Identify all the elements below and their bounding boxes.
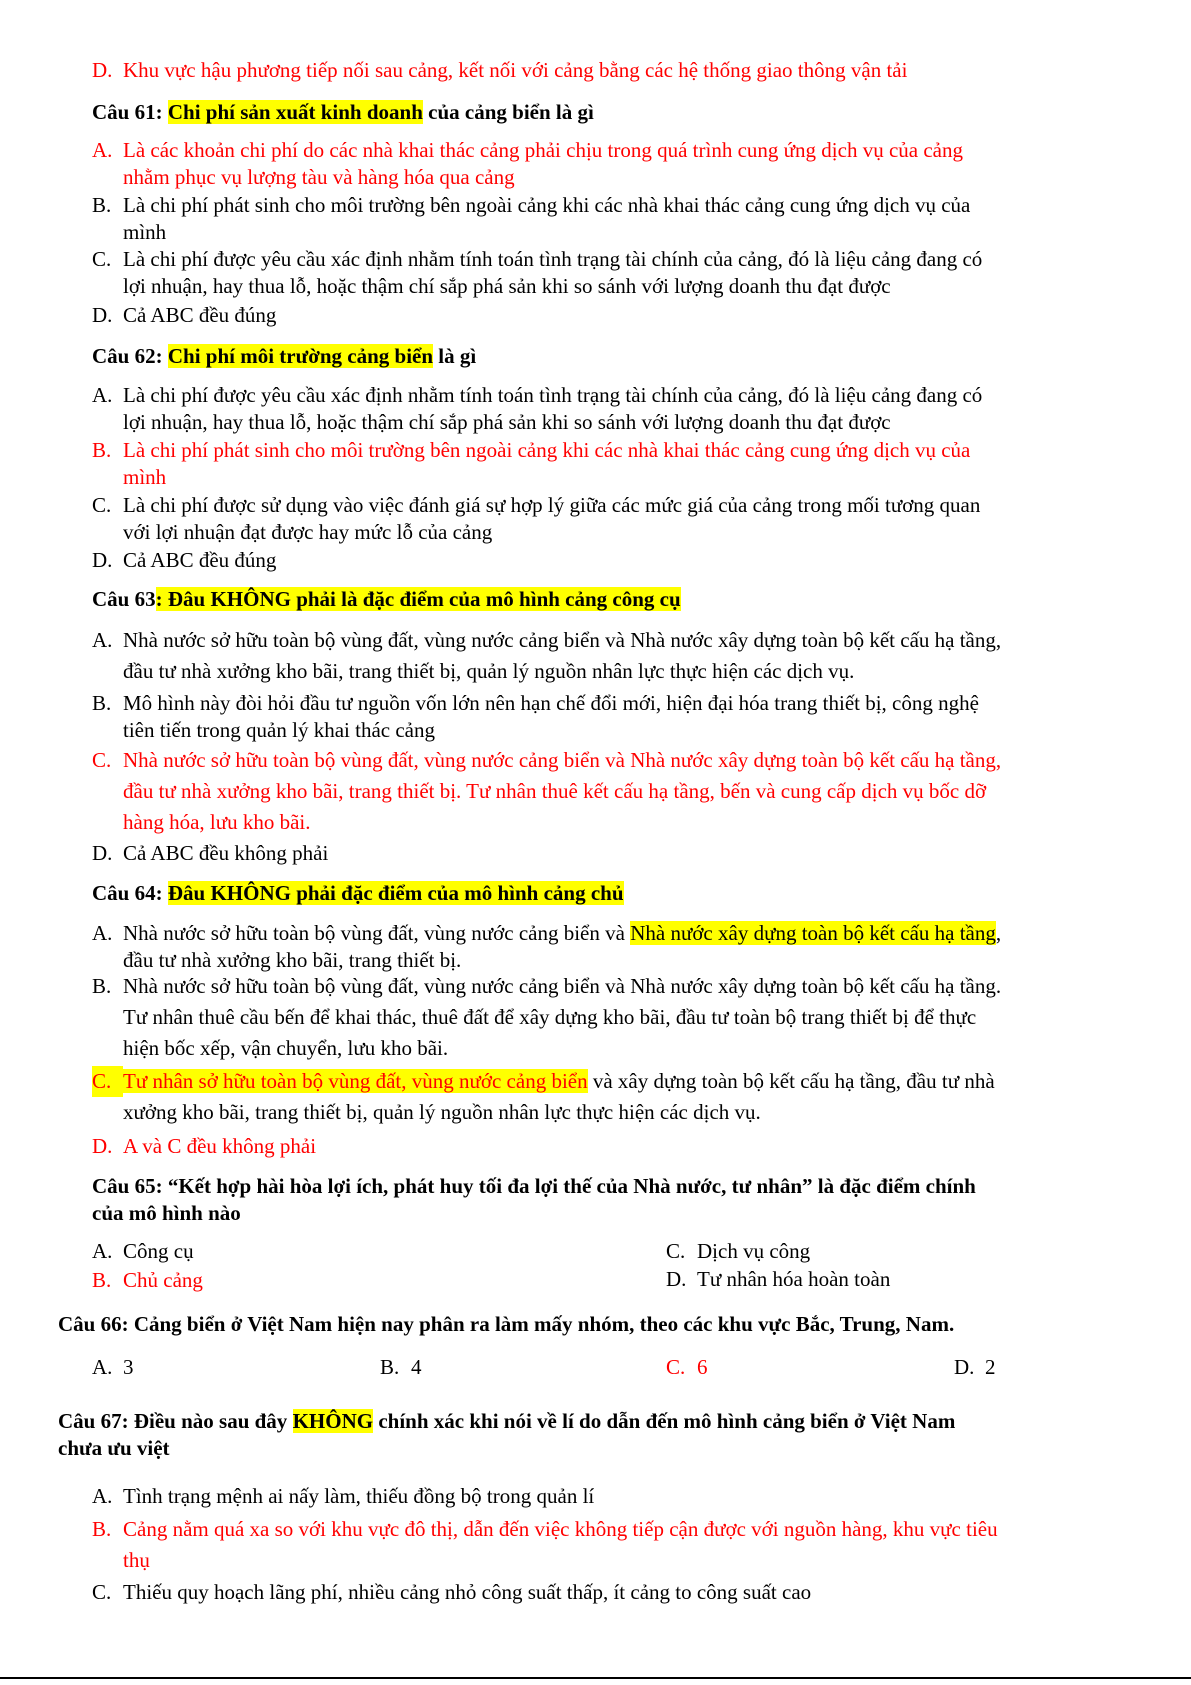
q62-option-a: A. Là chi phí được yêu cầu xác định nhằm tính toán tình trạng tài chính của cảng, đó là liệu cảng đang có lợi nhuận, hay thua lỗ, hoặc thậm chí sắp phá sản khi so sánh với lượng doanh thu đạt được: [92, 383, 983, 434]
q63-option-a: A. Nhà nước sở hữu toàn bộ vùng đất, vùng nước cảng biển và Nhà nước xây dựng toàn bộ kết cấu hạ tầng, đầu tư nhà xưởng kho bãi, trang thiết bị, quản lý nguồn nhân lực thực hiện các dịch vụ.: [92, 628, 1002, 683]
question-67: Câu 67: Điều nào sau đây KHÔNG chính xác khi nói về lí do dẫn đến mô hình cảng biển ở Việt Nam chưa ưu việt: [58, 1409, 956, 1460]
q66-option-d: D. 2: [954, 1355, 996, 1379]
q64-option-a: A. Nhà nước sở hữu toàn bộ vùng đất, vùng nước cảng biển và Nhà nước xây dựng toàn bộ kết cấu hạ tầng, đầu tư nhà xưởng kho bãi, trang thiết bị.: [92, 921, 1002, 972]
question-61: Câu 61: Chi phí sản xuất kinh doanh của cảng biển là gì: [92, 100, 594, 124]
q64-option-d: D. A và C đều không phải: [92, 1134, 317, 1158]
q62-option-c: C. Là chi phí được sử dụng vào việc đánh giá sự hợp lý giữa các mức giá của cảng trong mối tương quan với lợi nhuận đạt được hay mức lỗ của cảng: [92, 493, 981, 544]
q66-option-c: C. 6: [666, 1355, 708, 1379]
q65-option-b: B. Chủ cảng: [92, 1268, 203, 1292]
page-bottom-rule: [0, 1677, 1191, 1679]
q61-option-c: C. Là chi phí được yêu cầu xác định nhằm tính toán tình trạng tài chính của cảng, đó là liệu cảng đang có lợi nhuận, hay thua lỗ, hoặc thậm chí sắp phá sản khi so sánh với lượng doanh thu đạt được: [92, 247, 983, 298]
q64-option-c: C. Tư nhân sở hữu toàn bộ vùng đất, vùng nước cảng biển và xây dựng toàn bộ kết cấu hạ tầng, đầu tư nhà xưởng kho bãi, trang thiết bị, quản lý nguồn nhân lực thực hiện các dịch vụ.: [92, 1066, 1132, 1128]
question-65: Câu 65: “Kết hợp hài hòa lợi ích, phát huy tối đa lợi thế của Nhà nước, tư nhân” là đặc điểm chính của mô hình nào: [92, 1174, 976, 1225]
question-66: Câu 66: Cảng biển ở Việt Nam hiện nay phân ra làm mấy nhóm, theo các khu vực Bắc, Trung, Nam.: [58, 1312, 955, 1336]
q66-option-a: A. 3: [92, 1355, 134, 1379]
question-63: Câu 63: Đâu KHÔNG phải là đặc điểm của mô hình cảng công cụ: [92, 587, 681, 611]
q65-option-a: A. Công cụ: [92, 1239, 194, 1263]
q62-option-d: D. Cả ABC đều đúng: [92, 548, 277, 572]
q61-option-b: B. Là chi phí phát sinh cho môi trường bên ngoài cảng khi các nhà khai thác cảng cung ứng dịch vụ của mình: [92, 193, 971, 244]
q63-option-d: D. Cả ABC đều không phải: [92, 841, 329, 865]
q65-option-d: D. Tư nhân hóa hoàn toàn: [666, 1267, 891, 1291]
q61-option-d: D. Cả ABC đều đúng: [92, 303, 277, 327]
q67-option-a: A. Tình trạng mệnh ai nấy làm, thiếu đồng bộ trong quản lí: [92, 1484, 595, 1508]
q66-option-b: B. 4: [380, 1355, 422, 1379]
q64-option-b: B. Nhà nước sở hữu toàn bộ vùng đất, vùng nước cảng biển và Nhà nước xây dựng toàn bộ kết cấu hạ tầng. Tư nhân thuê cầu bến để khai thác, thuê đất để xây dựng kho bãi, đầu tư toàn bộ trang thiết bị để thực hiện bốc xếp, vận chuyển, lưu kho bãi.: [92, 974, 1002, 1060]
question-62: Câu 62: Chi phí môi trường cảng biển là gì: [92, 344, 477, 368]
q67-option-b: B. Cảng nằm quá xa so với khu vực đô thị, dẫn đến việc không tiếp cận được với nguồn hàng, khu vực tiêu thụ: [92, 1517, 998, 1572]
q63-option-c: C. Nhà nước sở hữu toàn bộ vùng đất, vùng nước cảng biển và Nhà nước xây dựng toàn bộ kết cấu hạ tầng, đầu tư nhà xưởng kho bãi, trang thiết bị. Tư nhân thuê kết cấu hạ tầng, bến và cung cấp dịch vụ bốc dỡ hàng hóa, lưu kho bãi.: [92, 748, 1002, 834]
q61-option-a: A. Là các khoản chi phí do các nhà khai thác cảng phải chịu trong quá trình cung ứng dịch vụ của cảng nhằm phục vụ lượng tàu và hàng hóa qua cảng: [92, 138, 963, 189]
q65-option-c: C. Dịch vụ công: [666, 1239, 811, 1263]
question-64: Câu 64: Đâu KHÔNG phải đặc điểm của mô hình cảng chủ: [92, 881, 624, 905]
q62-option-b: B. Là chi phí phát sinh cho môi trường bên ngoài cảng khi các nhà khai thác cảng cung ứng dịch vụ của mình: [92, 438, 971, 489]
q63-option-b: B. Mô hình này đòi hỏi đầu tư nguồn vốn lớn nên hạn chế đổi mới, hiện đại hóa trang thiết bị, công nghệ tiên tiến trong quản lý khai thác cảng: [92, 691, 979, 742]
q67-option-c: C. Thiếu quy hoạch lãng phí, nhiều cảng nhỏ công suất thấp, ít cảng to công suất cao: [92, 1580, 812, 1604]
q60-option-d: D. Khu vực hậu phương tiếp nối sau cảng, kết nối với cảng bằng các hệ thống giao thông vận tải: [92, 58, 908, 82]
